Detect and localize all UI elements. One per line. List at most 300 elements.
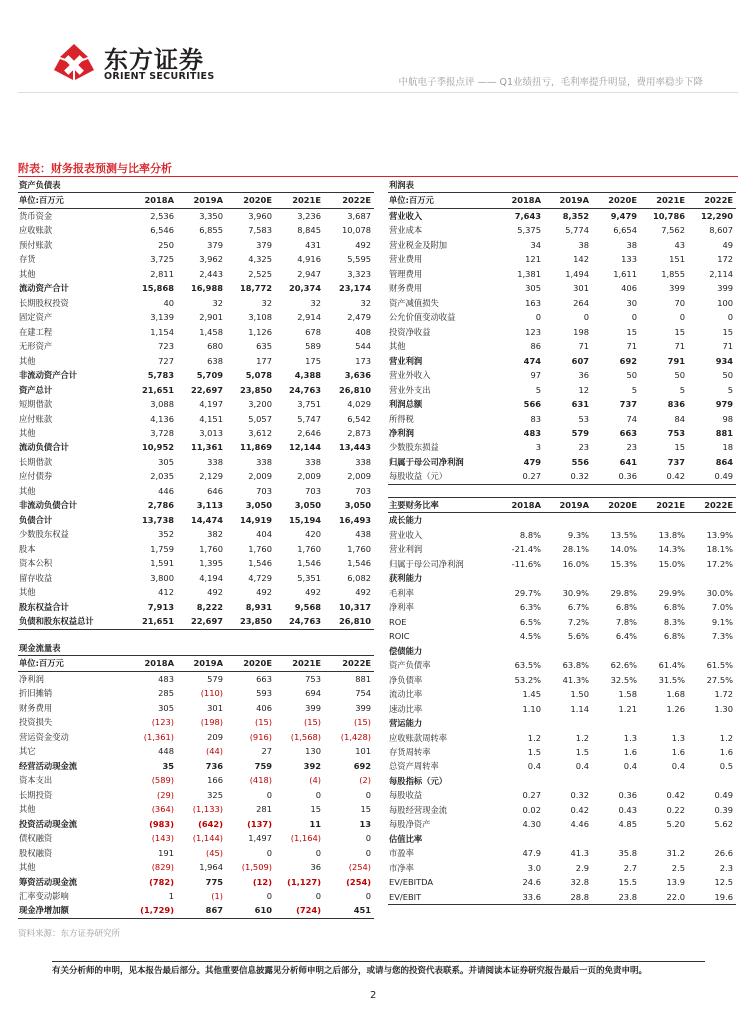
row-value: 10,952 bbox=[141, 442, 174, 453]
table-row bbox=[18, 426, 374, 440]
row-value: 836 bbox=[667, 399, 685, 410]
row-value: (782) bbox=[149, 876, 174, 887]
table-row bbox=[18, 455, 374, 469]
row-value: 0 bbox=[365, 833, 372, 844]
row-value: -11.6% bbox=[511, 558, 541, 569]
row-value: 1.3 bbox=[671, 732, 685, 743]
row-label: 折旧摊销 bbox=[19, 688, 53, 699]
row-value: 83 bbox=[530, 413, 541, 424]
row-value: 6,542 bbox=[347, 413, 372, 424]
row-value: 1.45 bbox=[522, 689, 541, 700]
row-label: 营业收入 bbox=[389, 529, 423, 540]
row-value: 0.4 bbox=[623, 761, 637, 772]
row-label: 估值比率 bbox=[389, 833, 423, 844]
row-value: 678 bbox=[305, 326, 321, 337]
row-value: (254) bbox=[348, 862, 372, 873]
year-header: 2020E bbox=[592, 498, 640, 513]
row-value: 23 bbox=[626, 442, 637, 453]
year-header-row bbox=[388, 193, 736, 208]
row-value: 4,136 bbox=[150, 413, 174, 424]
table-row bbox=[388, 861, 736, 875]
row-value bbox=[496, 716, 544, 730]
row-value: 607 bbox=[571, 355, 589, 366]
year-header: 2019A bbox=[544, 498, 592, 513]
row-value: 15 bbox=[360, 804, 372, 815]
year-header: 2018A bbox=[128, 656, 177, 671]
unit-label: 单位:百万元 bbox=[18, 193, 128, 208]
row-value: 172 bbox=[717, 254, 734, 265]
row-label: 营业收入 bbox=[389, 210, 423, 221]
table-row bbox=[388, 383, 736, 397]
row-value bbox=[496, 832, 544, 846]
row-value: (44) bbox=[205, 746, 223, 757]
row-label: 资产总计 bbox=[19, 384, 53, 395]
row-value: 71 bbox=[674, 341, 685, 352]
row-value bbox=[496, 774, 544, 788]
row-value: 692 bbox=[619, 355, 637, 366]
row-value: 3,800 bbox=[150, 572, 174, 583]
table-row bbox=[388, 759, 736, 773]
row-value: 566 bbox=[523, 399, 541, 410]
row-value: 14,919 bbox=[239, 514, 272, 525]
row-value: 7,643 bbox=[514, 210, 541, 221]
row-label: 汇率变动影响 bbox=[19, 890, 69, 901]
year-header-row bbox=[388, 498, 736, 513]
row-value: 6.8% bbox=[663, 602, 685, 613]
row-value: 97 bbox=[530, 370, 541, 381]
table-row bbox=[388, 817, 736, 831]
row-value bbox=[640, 832, 688, 846]
row-label: 营业外支出 bbox=[389, 384, 431, 395]
row-label: 负债合计 bbox=[19, 514, 53, 525]
header-divider bbox=[18, 92, 738, 93]
row-value bbox=[688, 513, 736, 528]
section-title-row bbox=[18, 641, 374, 656]
row-value: 6.7% bbox=[567, 602, 589, 613]
row-value: 24,763 bbox=[288, 384, 321, 395]
table-row bbox=[18, 831, 374, 845]
table-row bbox=[388, 557, 736, 571]
table-row bbox=[18, 397, 374, 411]
row-value: 6.5% bbox=[519, 616, 541, 627]
row-value: 0.42 bbox=[666, 790, 685, 801]
year-header: 2020E bbox=[592, 193, 640, 208]
row-value: 6.3% bbox=[519, 602, 541, 613]
row-value: 1.2 bbox=[527, 732, 541, 743]
row-value: 35.8 bbox=[618, 848, 637, 859]
year-header: 2019A bbox=[177, 656, 226, 671]
row-value: 680 bbox=[207, 341, 223, 352]
table-row bbox=[388, 571, 736, 585]
row-value: 12.5 bbox=[714, 877, 733, 888]
row-value: 2.3 bbox=[719, 862, 733, 873]
row-label: 总资产周转率 bbox=[389, 761, 439, 772]
row-value: 0.39 bbox=[714, 804, 733, 815]
row-value: 399 bbox=[669, 283, 685, 294]
table-row bbox=[18, 296, 374, 310]
row-label: 偿债能力 bbox=[389, 645, 423, 656]
row-value bbox=[688, 644, 736, 658]
row-value: 8,845 bbox=[297, 225, 321, 236]
row-value: 3,960 bbox=[248, 210, 272, 221]
table-row bbox=[388, 890, 736, 905]
row-value bbox=[592, 571, 640, 585]
row-value: 727 bbox=[158, 355, 174, 366]
row-value: 610 bbox=[226, 903, 275, 918]
table-row bbox=[18, 440, 374, 454]
row-value: 23,850 bbox=[226, 614, 275, 629]
row-value: 0.27 bbox=[522, 790, 541, 801]
row-value: 663 bbox=[619, 427, 637, 438]
table-row bbox=[388, 528, 736, 542]
row-value: 7,913 bbox=[147, 601, 174, 612]
row-value: 2,443 bbox=[199, 268, 223, 279]
row-label: 少数股东损益 bbox=[389, 442, 439, 453]
row-value: 2,009 bbox=[248, 471, 272, 482]
table-row bbox=[388, 658, 736, 672]
row-label: 其他 bbox=[19, 427, 36, 438]
row-value: 22,697 bbox=[190, 384, 223, 395]
row-value: 18,772 bbox=[239, 283, 272, 294]
table-row bbox=[388, 281, 736, 295]
row-value: 32 bbox=[310, 297, 321, 308]
table-row bbox=[388, 455, 736, 469]
row-value: (110) bbox=[200, 688, 223, 699]
table-row bbox=[388, 252, 736, 266]
row-value: 13,443 bbox=[339, 442, 372, 453]
row-label: 投资活动现金流 bbox=[19, 818, 78, 829]
table-row bbox=[388, 788, 736, 802]
row-value: 723 bbox=[158, 341, 174, 352]
row-value: 10,786 bbox=[652, 210, 685, 221]
table-row bbox=[388, 513, 736, 528]
financial-ratios-table bbox=[388, 497, 736, 905]
row-value: (418) bbox=[249, 775, 272, 786]
row-value: 15.5 bbox=[618, 877, 637, 888]
year-header: 2019A bbox=[544, 193, 592, 208]
row-value: (15) bbox=[303, 717, 321, 728]
row-value: 399 bbox=[717, 283, 734, 294]
row-value: 15 bbox=[722, 326, 734, 337]
row-value: 1.5 bbox=[575, 746, 589, 757]
row-value: (364) bbox=[151, 804, 174, 815]
row-value: 62.6% bbox=[610, 660, 637, 671]
row-label: 长期股权投资 bbox=[19, 297, 69, 308]
row-value: 32.8 bbox=[570, 877, 589, 888]
row-value: 864 bbox=[715, 456, 734, 467]
row-value: 24,763 bbox=[275, 614, 324, 629]
row-value: 29.9% bbox=[658, 587, 685, 598]
row-value: 0 bbox=[266, 890, 272, 901]
row-value: 1.5 bbox=[527, 746, 541, 757]
row-value: 492 bbox=[207, 587, 223, 598]
row-label: 筹资活动现金流 bbox=[19, 876, 78, 887]
row-value: (1) bbox=[211, 890, 223, 901]
row-value: (1,144) bbox=[192, 833, 223, 844]
row-value: 6.8% bbox=[663, 631, 685, 642]
row-value: 631 bbox=[571, 399, 589, 410]
row-label: 在建工程 bbox=[19, 326, 53, 337]
row-value: 0.22 bbox=[666, 804, 685, 815]
row-value: 98 bbox=[722, 413, 734, 424]
row-value: 3,200 bbox=[248, 399, 272, 410]
table-row bbox=[18, 571, 374, 585]
row-value: 638 bbox=[207, 355, 223, 366]
row-value: 7,562 bbox=[661, 225, 685, 236]
row-value: 50 bbox=[722, 370, 734, 381]
table-row bbox=[388, 208, 736, 223]
row-value: 2.9 bbox=[575, 862, 589, 873]
row-value bbox=[544, 774, 592, 788]
row-value: (15) bbox=[254, 717, 272, 728]
row-label: 股本 bbox=[19, 543, 36, 554]
row-value: 3,636 bbox=[344, 370, 372, 381]
unit-label: 单位:百万元 bbox=[18, 656, 128, 671]
table-row bbox=[18, 773, 374, 787]
row-label: 其他 bbox=[19, 587, 36, 598]
row-label: 所得税 bbox=[389, 413, 414, 424]
row-value: 325 bbox=[207, 789, 223, 800]
table-row bbox=[18, 267, 374, 281]
row-value: 3,050 bbox=[245, 500, 272, 511]
row-value: 5,057 bbox=[248, 413, 272, 424]
row-value: (254) bbox=[346, 876, 372, 887]
table-row bbox=[18, 368, 374, 382]
year-header: 2021E bbox=[640, 193, 688, 208]
row-label: 利润总额 bbox=[389, 399, 423, 410]
row-label: 公允价值变动收益 bbox=[389, 312, 456, 323]
row-value: 9,479 bbox=[610, 210, 637, 221]
row-value: 41.3% bbox=[562, 674, 589, 685]
section-title: 资产负债表 bbox=[18, 178, 374, 193]
row-label: 资本支出 bbox=[19, 775, 53, 786]
table-row bbox=[18, 614, 374, 629]
row-value: 3,050 bbox=[294, 500, 321, 511]
row-value: 10,078 bbox=[342, 225, 372, 236]
row-value: 61.4% bbox=[658, 660, 685, 671]
table-row bbox=[18, 846, 374, 860]
row-value: 0 bbox=[583, 312, 589, 323]
table-row bbox=[18, 860, 374, 874]
row-value: 0 bbox=[266, 789, 272, 800]
row-label: 长期借款 bbox=[19, 456, 53, 467]
row-value: 3,725 bbox=[150, 254, 174, 265]
row-value: 61.5% bbox=[706, 660, 733, 671]
year-header: 2022E bbox=[324, 193, 374, 208]
row-value: 63.5% bbox=[514, 660, 541, 671]
row-value: 305 bbox=[158, 456, 174, 467]
table-row bbox=[18, 903, 374, 918]
row-label: 无形资产 bbox=[19, 341, 53, 352]
unit-label: 主要财务比率 bbox=[388, 498, 496, 513]
row-value bbox=[544, 832, 592, 846]
row-value: 881 bbox=[355, 673, 372, 684]
row-value: (916) bbox=[249, 731, 272, 742]
row-value: 8.3% bbox=[663, 616, 685, 627]
row-value: 0.36 bbox=[618, 790, 637, 801]
row-label: 长期投资 bbox=[19, 789, 53, 800]
row-value: 754 bbox=[355, 688, 372, 699]
row-value: 47.9 bbox=[522, 848, 541, 859]
row-value: 5.62 bbox=[714, 819, 733, 830]
row-value: (589) bbox=[151, 775, 174, 786]
table-row bbox=[388, 716, 736, 730]
row-value: 36 bbox=[310, 862, 321, 873]
row-value: 250 bbox=[158, 239, 174, 250]
row-value: 2,525 bbox=[248, 268, 272, 279]
row-value: 40 bbox=[163, 297, 174, 308]
row-value: 1,154 bbox=[150, 326, 174, 337]
row-value: 4,388 bbox=[294, 370, 321, 381]
row-value bbox=[640, 644, 688, 658]
table-row bbox=[18, 600, 374, 614]
row-value: (1,133) bbox=[192, 804, 223, 815]
row-value: 3,013 bbox=[199, 427, 223, 438]
row-label: 毛利率 bbox=[389, 587, 414, 598]
row-value: 3,751 bbox=[297, 399, 321, 410]
year-header: 2019A bbox=[177, 193, 226, 208]
row-value: 34 bbox=[530, 239, 541, 250]
row-value: 1,760 bbox=[347, 543, 372, 554]
row-value: 0.5 bbox=[719, 761, 733, 772]
table-row bbox=[18, 527, 374, 541]
row-value: 301 bbox=[207, 702, 223, 713]
row-value: 736 bbox=[205, 760, 223, 771]
section-title: 利润表 bbox=[388, 178, 736, 193]
row-value: 86 bbox=[530, 341, 541, 352]
row-value: 492 bbox=[305, 587, 321, 598]
row-value: (724) bbox=[275, 903, 324, 918]
table-row bbox=[388, 774, 736, 788]
table-row bbox=[18, 281, 374, 295]
row-value: 133 bbox=[621, 254, 637, 265]
row-value: 305 bbox=[525, 283, 541, 294]
row-value: 3,728 bbox=[150, 427, 174, 438]
table-row bbox=[18, 817, 374, 831]
orient-securities-logo-icon bbox=[52, 44, 96, 80]
row-label: 管理费用 bbox=[389, 268, 423, 279]
row-value: 16,493 bbox=[339, 514, 372, 525]
row-value: (829) bbox=[151, 862, 174, 873]
row-value: 1.6 bbox=[623, 746, 637, 757]
year-header: 2018A bbox=[128, 193, 177, 208]
row-value: 163 bbox=[525, 297, 541, 308]
row-value: 130 bbox=[305, 746, 321, 757]
row-value bbox=[592, 832, 640, 846]
table-row bbox=[18, 686, 374, 700]
row-value: 70 bbox=[674, 297, 685, 308]
row-value: 28.1% bbox=[562, 544, 589, 555]
row-label: 留存收益 bbox=[19, 572, 53, 583]
row-value: 11 bbox=[309, 818, 321, 829]
section-title-row bbox=[18, 178, 374, 193]
row-label: 应付账款 bbox=[19, 413, 53, 424]
row-value: 579 bbox=[207, 673, 223, 684]
row-value: 8.8% bbox=[519, 529, 541, 540]
row-value: 556 bbox=[571, 456, 589, 467]
row-value: 0.32 bbox=[544, 469, 592, 484]
row-value: 2.5 bbox=[671, 862, 685, 873]
row-label: 存货周转率 bbox=[389, 746, 431, 757]
row-value: 301 bbox=[573, 283, 589, 294]
row-value: 8,222 bbox=[196, 601, 223, 612]
row-value: 32 bbox=[212, 297, 223, 308]
table-row bbox=[18, 412, 374, 426]
row-value: 703 bbox=[256, 485, 272, 496]
row-value: 22.0 bbox=[640, 890, 688, 905]
row-value: 100 bbox=[717, 297, 734, 308]
row-value: 29.8% bbox=[610, 587, 637, 598]
row-value: 451 bbox=[324, 903, 374, 918]
row-label: 负债和股东权益总计 bbox=[18, 614, 128, 629]
row-value: 1.68 bbox=[666, 689, 685, 700]
row-value: 1.26 bbox=[666, 703, 685, 714]
row-label: 流动比率 bbox=[389, 689, 423, 700]
row-value: 4.5% bbox=[519, 631, 541, 642]
row-value: 5 bbox=[727, 384, 734, 395]
table-row bbox=[388, 325, 736, 339]
row-value: 30.0% bbox=[706, 587, 733, 598]
table-row bbox=[18, 513, 374, 527]
row-value: 399 bbox=[305, 702, 321, 713]
row-value: 7.2% bbox=[567, 616, 589, 627]
row-value: 0.42 bbox=[640, 469, 688, 484]
row-value: 753 bbox=[305, 673, 321, 684]
row-label: 每股收益 bbox=[389, 790, 423, 801]
table-row bbox=[18, 310, 374, 324]
row-label: 其他 bbox=[19, 804, 36, 815]
row-value: 23 bbox=[578, 442, 589, 453]
row-value: 53 bbox=[578, 413, 589, 424]
row-value: 474 bbox=[523, 355, 541, 366]
row-value: 0 bbox=[266, 847, 272, 858]
table-row bbox=[18, 339, 374, 353]
row-value: 19.6 bbox=[688, 890, 736, 905]
row-label: 营运资金变动 bbox=[19, 731, 69, 742]
row-label: ROIC bbox=[389, 631, 410, 642]
row-label: 短期借款 bbox=[19, 399, 53, 410]
table-row bbox=[18, 542, 374, 556]
row-value: 6.4% bbox=[615, 631, 637, 642]
row-label: 归属于母公司净利润 bbox=[389, 558, 464, 569]
row-value: 21,651 bbox=[141, 384, 174, 395]
row-label: 股东权益合计 bbox=[19, 601, 69, 612]
row-value: (2) bbox=[359, 775, 372, 786]
row-value: 379 bbox=[256, 239, 272, 250]
row-value: 2.7 bbox=[623, 862, 637, 873]
row-value: 3,323 bbox=[347, 268, 372, 279]
row-value: 1,964 bbox=[199, 862, 223, 873]
row-value: 0 bbox=[631, 312, 637, 323]
table-row bbox=[388, 600, 736, 614]
row-value: 759 bbox=[254, 760, 272, 771]
row-label: 市盈率 bbox=[389, 848, 414, 859]
row-value: (642) bbox=[198, 818, 223, 829]
row-value: 50 bbox=[674, 370, 685, 381]
table-row bbox=[388, 223, 736, 237]
row-value: (29) bbox=[156, 789, 174, 800]
row-value: 22,697 bbox=[177, 614, 226, 629]
logo-chinese-name: 东方证券 bbox=[104, 46, 204, 74]
row-value: 9,568 bbox=[294, 601, 321, 612]
row-value: 4,151 bbox=[199, 413, 223, 424]
row-value: 0 bbox=[727, 312, 734, 323]
row-value: 53.2% bbox=[514, 674, 541, 685]
row-value: 3,962 bbox=[199, 254, 223, 265]
row-value: 2,009 bbox=[347, 471, 372, 482]
row-value: 3 bbox=[535, 442, 541, 453]
row-value: 5,783 bbox=[147, 370, 174, 381]
